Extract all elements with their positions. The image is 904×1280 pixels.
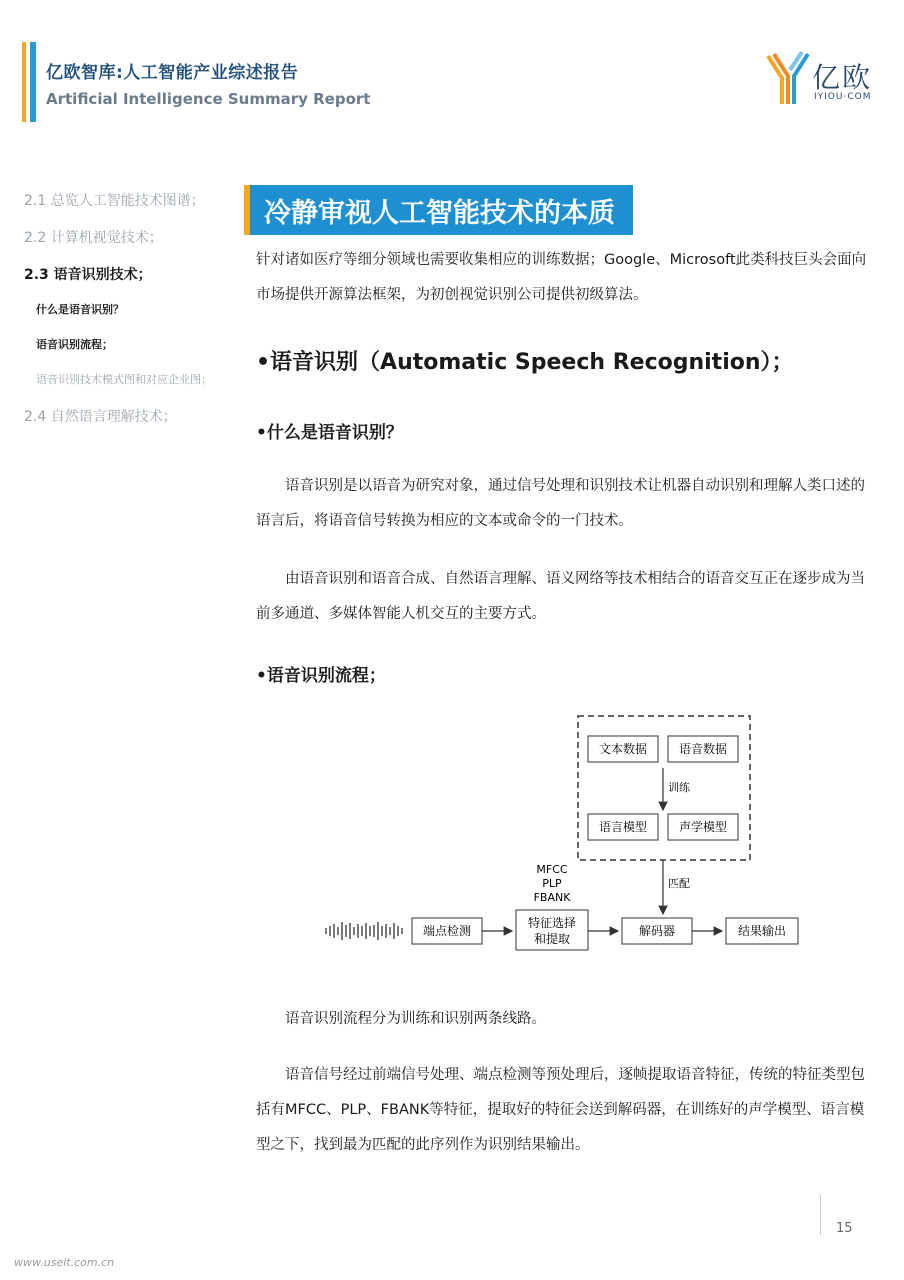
section-title: 冷静审视人工智能技术的本质 xyxy=(244,185,633,235)
paragraph-flow-2: 语音信号经过前端信号处理、端点检测等预处理后，逐帧提取语音特征，传统的特征类型包括有MFCC、PLP、FBANK等特征，提取好的特征会送到解码器，在训练好的声学模型、语言模型之下，找到最为匹配的此序列作为识别结果输出。 xyxy=(256,1067,865,1153)
feature-fbank: FBANK xyxy=(533,891,571,904)
logo-subtext: IYIOU·COM xyxy=(814,92,872,102)
logo-text: 亿欧 xyxy=(812,61,873,94)
heading-flow: •语音识别流程； xyxy=(256,666,386,686)
output-label: 结果输出 xyxy=(737,924,787,938)
decoder-label: 解码器 xyxy=(638,924,676,938)
paragraph-what-1: 语音识别是以语音为研究对象，通过信号处理和识别技术让机器自动识别和理解人类口述的语言后，将语音信号转换为相应的文本或命令的一门技术。 xyxy=(256,478,865,529)
asr-flow-diagram xyxy=(318,710,808,970)
waveform-icon xyxy=(326,922,402,940)
speech-data-label: 语音数据 xyxy=(678,742,728,756)
heading-asr: •语音识别（Automatic Speech Recognition）； xyxy=(256,350,794,375)
paragraph-what-2: 由语音识别和语音合成、自然语言理解、语义网络等技术相结合的语音交互正在逐步成为当前多通道、多媒体智能人机交互的主要方式。 xyxy=(256,571,865,622)
language-model-label: 语言模型 xyxy=(598,820,648,834)
nav-sub-what-is[interactable]: 什么是语音识别？ xyxy=(36,303,124,316)
nav-sub-mode-chart[interactable]: 语音识别技术模式图和对应企业图； xyxy=(36,373,212,386)
acoustic-model-label: 声学模型 xyxy=(678,820,728,834)
paragraph-flow-1: 语音识别流程分为训练和识别两条线路。 xyxy=(285,1011,546,1027)
sidebar-nav xyxy=(24,190,239,443)
train-label: 训练 xyxy=(668,781,690,794)
report-subtitle: Artificial Intelligence Summary Report xyxy=(46,90,371,108)
intro-paragraph: 针对诸如医疗等细分领域也需要收集相应的训练数据；Google、Microsoft此类科技巨头会面向市场提供开源算法框架，为初创视觉识别公司提供初级算法。 xyxy=(256,252,867,303)
heading-what-is: •什么是语音识别？ xyxy=(256,423,403,443)
nav-item-2-4[interactable]: 2.4 自然语言理解技术； xyxy=(24,409,177,425)
match-label: 匹配 xyxy=(668,877,690,890)
page-number: 15 xyxy=(836,1221,853,1236)
nav-item-2-3[interactable]: 2.3 语音识别技术； xyxy=(24,267,152,283)
nav-item-2-1[interactable]: 2.1 总览人工智能技术图谱； xyxy=(24,193,205,209)
feature-mfcc: MFCC xyxy=(536,863,568,876)
page-divider xyxy=(820,1195,821,1235)
feature-extract-label-2: 和提取 xyxy=(533,932,571,946)
feature-extract-label-1: 特征选择 xyxy=(527,916,577,930)
nav-item-2-2[interactable]: 2.2 计算机视觉技术； xyxy=(24,230,163,246)
header-accent-blue xyxy=(30,42,36,122)
text-data-label: 文本数据 xyxy=(598,742,648,756)
report-title: 亿欧智库:人工智能产业综述报告 xyxy=(46,63,299,83)
watermark: www.useit.com.cn xyxy=(14,1256,115,1269)
feature-plp: PLP xyxy=(542,877,562,890)
header-accent-orange xyxy=(22,42,26,122)
nav-sub-flow[interactable]: 语音识别流程； xyxy=(36,338,113,351)
endpoint-detection-label: 端点检测 xyxy=(422,924,472,938)
